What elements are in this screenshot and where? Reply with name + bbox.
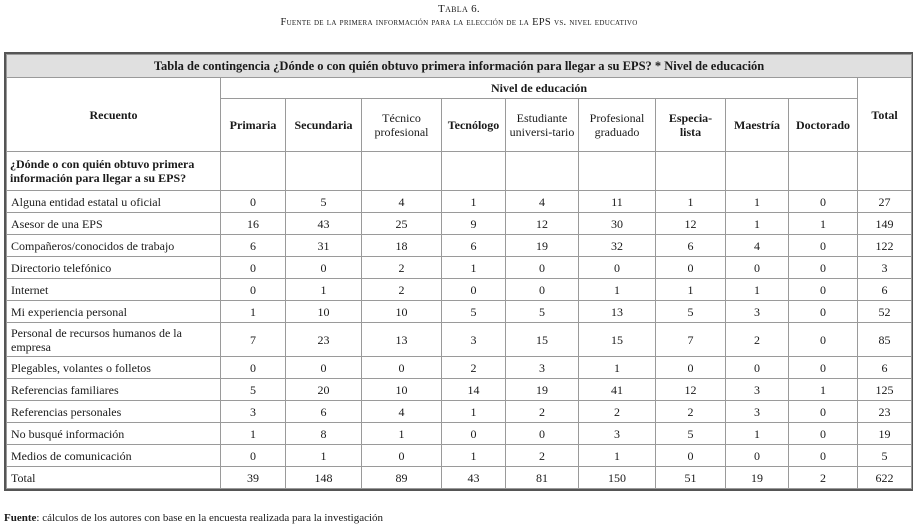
- table-cell: 25: [362, 213, 442, 235]
- table-cell: 0: [789, 235, 858, 257]
- table-cell: 0: [506, 279, 579, 301]
- table-cell: 23: [286, 323, 362, 357]
- table-row: [7, 445, 912, 467]
- table-cell: 9: [442, 213, 506, 235]
- row-label: Asesor de una EPS: [7, 213, 221, 235]
- table-cell: 0: [789, 191, 858, 213]
- row-total-cell: 6: [858, 279, 912, 301]
- table-cell: 5: [442, 301, 506, 323]
- table-cell: 0: [362, 357, 442, 379]
- question-header: ¿Dónde o con quién obtuvo primera información para llegar a su EPS?: [7, 152, 221, 191]
- row-label: Alguna entidad estatal u oficial: [7, 191, 221, 213]
- empty-cell: [579, 152, 656, 191]
- table-cell: 2: [362, 257, 442, 279]
- table-cell: 2: [656, 401, 726, 423]
- table-cell: 3: [726, 401, 789, 423]
- table-cell: 19: [506, 235, 579, 257]
- row-total-cell: 3: [858, 257, 912, 279]
- table-cell: 0: [789, 257, 858, 279]
- table-cell: 1: [579, 445, 656, 467]
- table-cell: 43: [442, 467, 506, 489]
- empty-cell: [789, 152, 858, 191]
- table-cell: 1: [789, 379, 858, 401]
- table-cell: 18: [362, 235, 442, 257]
- table-row: [7, 279, 912, 301]
- group-header-nivel-educacion: Nivel de educación: [221, 78, 858, 99]
- table-cell: 3: [726, 379, 789, 401]
- column-header-total: Total: [858, 78, 912, 152]
- empty-cell: [442, 152, 506, 191]
- table-cell: 0: [221, 191, 286, 213]
- table-cell: 0: [789, 357, 858, 379]
- table-cell: 43: [286, 213, 362, 235]
- table-cell: 3: [442, 323, 506, 357]
- table-cell: 1: [726, 423, 789, 445]
- row-label: No busqué información: [7, 423, 221, 445]
- source-note-label: Fuente: [4, 512, 37, 524]
- table-cell: 10: [362, 379, 442, 401]
- table-cell: 2: [506, 401, 579, 423]
- row-label: Referencias familiares: [7, 379, 221, 401]
- table-cell: 81: [506, 467, 579, 489]
- row-total-cell: 125: [858, 379, 912, 401]
- table-cell: 5: [656, 301, 726, 323]
- row-label: Personal de recursos humanos de la empresa: [7, 323, 221, 357]
- table-cell: 5: [506, 301, 579, 323]
- contingency-table: [6, 54, 912, 489]
- table-row: [7, 191, 912, 213]
- table-cell: 16: [221, 213, 286, 235]
- table-cell: 1: [442, 445, 506, 467]
- table-cell: 11: [579, 191, 656, 213]
- empty-cell: [656, 152, 726, 191]
- source-note-text: : cálculos de los autores con base en la encuesta realizada para la investigación: [36, 512, 384, 524]
- table-cell: 148: [286, 467, 362, 489]
- row-label: Directorio telefónico: [7, 257, 221, 279]
- table-cell: 0: [789, 445, 858, 467]
- row-total-cell: 5: [858, 445, 912, 467]
- table-cell: 13: [362, 323, 442, 357]
- table-cell: 19: [506, 379, 579, 401]
- table-cell: 8: [286, 423, 362, 445]
- table-cell: 15: [506, 323, 579, 357]
- empty-cell: [858, 152, 912, 191]
- table-cell: 0: [506, 423, 579, 445]
- empty-cell: [221, 152, 286, 191]
- table-cell: 3: [579, 423, 656, 445]
- empty-cell: [286, 152, 362, 191]
- table-cell: 1: [579, 279, 656, 301]
- column-header-profesional-graduado: Profesional graduado: [579, 99, 656, 152]
- table-cell: 3: [221, 401, 286, 423]
- table-cell: 4: [506, 191, 579, 213]
- table-cell: 3: [726, 301, 789, 323]
- table-cell: 0: [726, 445, 789, 467]
- table-row: [7, 401, 912, 423]
- table-number: Tabla 6.: [438, 3, 480, 15]
- table-cell: 1: [286, 445, 362, 467]
- table-cell: 0: [362, 445, 442, 467]
- row-total-cell: 6: [858, 357, 912, 379]
- table-cell: 1: [726, 279, 789, 301]
- table-cell: 0: [656, 257, 726, 279]
- table-cell: 4: [362, 401, 442, 423]
- table-cell: 1: [286, 279, 362, 301]
- table-cell: 41: [579, 379, 656, 401]
- row-total-cell: 23: [858, 401, 912, 423]
- row-total-cell: 52: [858, 301, 912, 323]
- table-cell: 1: [789, 213, 858, 235]
- column-header-doctorado: Doctorado: [789, 99, 858, 152]
- row-total-cell: 149: [858, 213, 912, 235]
- table-cell: 4: [726, 235, 789, 257]
- table-body: [7, 191, 912, 489]
- table-cell: 4: [362, 191, 442, 213]
- table-cell: 6: [286, 401, 362, 423]
- table-cell: 1: [221, 301, 286, 323]
- table-cell: 12: [656, 213, 726, 235]
- row-total-cell: 622: [858, 467, 912, 489]
- row-label: Medios de comunicación: [7, 445, 221, 467]
- table-cell: 39: [221, 467, 286, 489]
- table-cell: 3: [506, 357, 579, 379]
- table-cell: 51: [656, 467, 726, 489]
- table-cell: 10: [286, 301, 362, 323]
- table-row: [7, 235, 912, 257]
- row-label: Total: [7, 467, 221, 489]
- table-cell: 0: [789, 401, 858, 423]
- table-cell: 0: [579, 257, 656, 279]
- table-cell: 5: [286, 191, 362, 213]
- table-cell: 150: [579, 467, 656, 489]
- table-cell: 5: [656, 423, 726, 445]
- table-cell: 7: [221, 323, 286, 357]
- empty-cell: [362, 152, 442, 191]
- table-cell: 0: [789, 423, 858, 445]
- table-cell: 0: [221, 279, 286, 301]
- table-cell: 1: [442, 191, 506, 213]
- table-cell: 5: [221, 379, 286, 401]
- column-header-tecnico-profesional: Técnico profesional: [362, 99, 442, 152]
- table-row: [7, 257, 912, 279]
- row-total-cell: 19: [858, 423, 912, 445]
- table-cell: 0: [789, 279, 858, 301]
- table-cell: 2: [362, 279, 442, 301]
- row-label: Internet: [7, 279, 221, 301]
- column-header-secundaria: Secundaria: [286, 99, 362, 152]
- row-label: Compañeros/conocidos de trabajo: [7, 235, 221, 257]
- table-row: [7, 467, 912, 489]
- table-cell: 1: [362, 423, 442, 445]
- table-row: [7, 323, 912, 357]
- table-cell: 0: [221, 257, 286, 279]
- table-cell: 0: [221, 357, 286, 379]
- table-cell: 0: [442, 423, 506, 445]
- table-cell: 20: [286, 379, 362, 401]
- table-cell: 0: [656, 445, 726, 467]
- table-cell: 15: [579, 323, 656, 357]
- table-row: [7, 213, 912, 235]
- table-cell: 6: [656, 235, 726, 257]
- table-cell: 0: [789, 301, 858, 323]
- table-cell: 6: [442, 235, 506, 257]
- row-label: Referencias personales: [7, 401, 221, 423]
- table-cell: 89: [362, 467, 442, 489]
- table-cell: 0: [286, 257, 362, 279]
- row-total-cell: 122: [858, 235, 912, 257]
- row-header-recuento: Recuento: [7, 78, 221, 152]
- table-caption: [0, 3, 918, 28]
- table-cell: 0: [286, 357, 362, 379]
- table-cell: 2: [789, 467, 858, 489]
- table-cell: 2: [506, 445, 579, 467]
- source-note: [4, 512, 383, 524]
- table-cell: 0: [442, 279, 506, 301]
- column-header-primaria: Primaria: [221, 99, 286, 152]
- table-cell: 0: [726, 257, 789, 279]
- table-cell: 1: [442, 257, 506, 279]
- column-header-estudiante-universitario: Estudiante universi-tario: [506, 99, 579, 152]
- table-cell: 0: [221, 445, 286, 467]
- table-row: [7, 379, 912, 401]
- table-cell: 1: [656, 191, 726, 213]
- table-cell: 31: [286, 235, 362, 257]
- table-cell: 0: [506, 257, 579, 279]
- empty-cell: [506, 152, 579, 191]
- table-cell: 30: [579, 213, 656, 235]
- table-cell: 1: [221, 423, 286, 445]
- table-cell: 0: [656, 357, 726, 379]
- table-cell: 1: [442, 401, 506, 423]
- table-cell: 0: [726, 357, 789, 379]
- empty-cell: [726, 152, 789, 191]
- table-cell: 6: [221, 235, 286, 257]
- table-title: Tabla de contingencia ¿Dónde o con quién obtuvo primera información para llegar a su EPS? * Nivel de educación: [7, 55, 912, 78]
- table-cell: 14: [442, 379, 506, 401]
- column-header-maestria: Maestría: [726, 99, 789, 152]
- column-header-tecnologo: Tecnólogo: [442, 99, 506, 152]
- row-total-cell: 27: [858, 191, 912, 213]
- table-cell: 2: [442, 357, 506, 379]
- table-cell: 32: [579, 235, 656, 257]
- table-row: [7, 301, 912, 323]
- table-cell: 12: [506, 213, 579, 235]
- table-row: [7, 357, 912, 379]
- table-cell: 2: [726, 323, 789, 357]
- column-header-especialista: Especia-lista: [656, 99, 726, 152]
- row-total-cell: 85: [858, 323, 912, 357]
- table-cell: 0: [789, 323, 858, 357]
- table-cell: 1: [579, 357, 656, 379]
- table-cell: 10: [362, 301, 442, 323]
- table-cell: 1: [726, 213, 789, 235]
- table-cell: 2: [579, 401, 656, 423]
- contingency-table-frame: [4, 52, 913, 491]
- row-label: Mi experiencia personal: [7, 301, 221, 323]
- table-row: [7, 423, 912, 445]
- table-caption-title: Fuente de la primera información para la elección de la EPS vs. nivel educativo: [280, 17, 638, 28]
- row-label: Plegables, volantes o folletos: [7, 357, 221, 379]
- table-cell: 12: [656, 379, 726, 401]
- table-cell: 7: [656, 323, 726, 357]
- table-cell: 1: [656, 279, 726, 301]
- table-cell: 13: [579, 301, 656, 323]
- table-cell: 19: [726, 467, 789, 489]
- table-cell: 1: [726, 191, 789, 213]
